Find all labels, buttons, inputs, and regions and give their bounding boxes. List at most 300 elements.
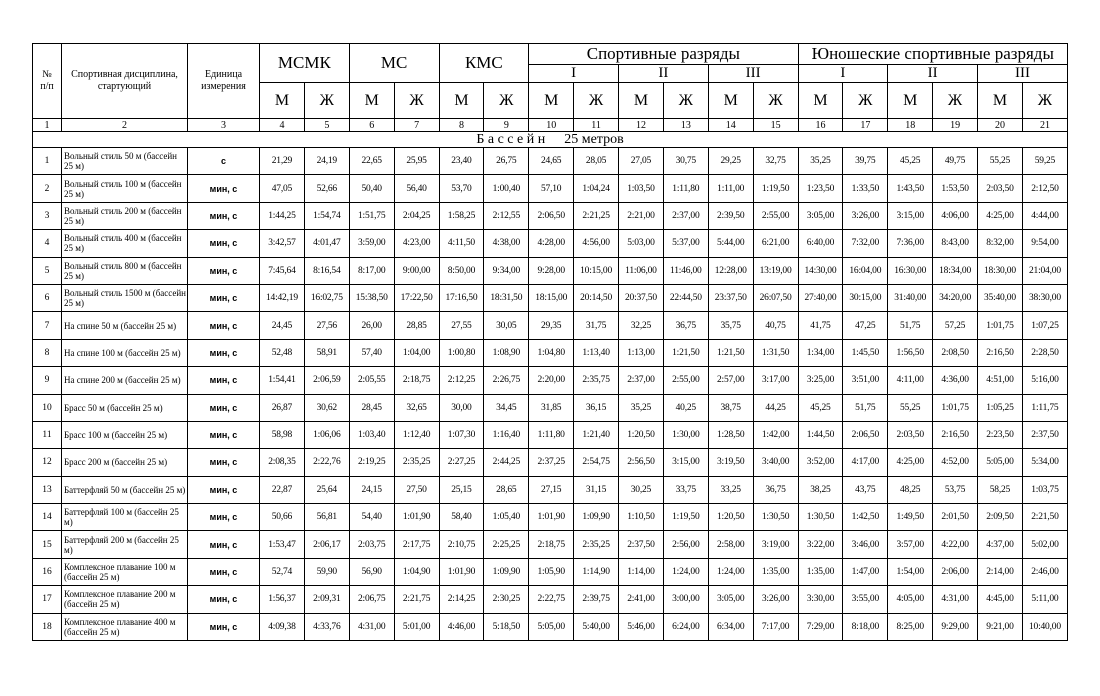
value-cell: 18:34,00	[933, 257, 978, 284]
value-cell: 1:53,50	[933, 175, 978, 202]
value-cell: 2:55,00	[663, 367, 708, 394]
discipline-cell: Вольный стиль 200 м (бассейн 25 м)	[62, 202, 188, 229]
column-number: 3	[188, 119, 260, 132]
value-cell: 17:16,50	[439, 284, 484, 311]
value-cell: 47,05	[260, 175, 305, 202]
value-cell: 4:09,38	[260, 613, 305, 640]
header-men: М	[439, 83, 484, 119]
value-cell: 5:05,00	[978, 449, 1023, 476]
value-cell: 58,98	[260, 421, 305, 448]
column-number: 11	[574, 119, 619, 132]
value-cell: 1:05,40	[484, 504, 529, 531]
value-cell: 30,62	[304, 394, 349, 421]
header-women: Ж	[394, 83, 439, 119]
column-number: 1	[33, 119, 62, 132]
value-cell: 2:46,00	[1022, 558, 1067, 585]
header-women: Ж	[843, 83, 888, 119]
value-cell: 50,40	[349, 175, 394, 202]
column-number: 2	[62, 119, 188, 132]
value-cell: 3:55,00	[843, 586, 888, 613]
discipline-cell: Вольный стиль 800 м (бассейн 25 м)	[62, 257, 188, 284]
row-number: 6	[33, 284, 62, 311]
column-number: 13	[663, 119, 708, 132]
value-cell: 1:20,50	[708, 504, 753, 531]
value-cell: 56,81	[304, 504, 349, 531]
value-cell: 23:37,50	[708, 284, 753, 311]
column-number: 14	[708, 119, 753, 132]
value-cell: 52,66	[304, 175, 349, 202]
value-cell: 3:19,00	[753, 531, 798, 558]
value-cell: 45,25	[798, 394, 843, 421]
value-cell: 4:23,00	[394, 230, 439, 257]
value-cell: 48,25	[888, 476, 933, 503]
value-cell: 16:04,00	[843, 257, 888, 284]
value-cell: 2:37,50	[1022, 421, 1067, 448]
value-cell: 1:10,50	[619, 504, 664, 531]
value-cell: 2:10,75	[439, 531, 484, 558]
unit-cell: мин, с	[188, 476, 260, 503]
column-number: 6	[349, 119, 394, 132]
value-cell: 27,55	[439, 312, 484, 339]
value-cell: 7:36,00	[888, 230, 933, 257]
column-number: 12	[619, 119, 664, 132]
value-cell: 1:13,40	[574, 339, 619, 366]
header-rank-2: II	[619, 65, 709, 83]
header-women: Ж	[574, 83, 619, 119]
value-cell: 1:19,50	[663, 504, 708, 531]
table-row	[33, 613, 1068, 640]
column-number: 4	[260, 119, 305, 132]
row-number: 14	[33, 504, 62, 531]
value-cell: 30:15,00	[843, 284, 888, 311]
unit-cell: мин, с	[188, 613, 260, 640]
value-cell: 2:39,75	[574, 586, 619, 613]
value-cell: 1:04,00	[394, 339, 439, 366]
value-cell: 2:03,50	[888, 421, 933, 448]
value-cell: 2:18,75	[394, 367, 439, 394]
unit-cell: мин, с	[188, 586, 260, 613]
value-cell: 1:01,90	[394, 504, 439, 531]
discipline-cell: На спине 100 м (бассейн 25 м)	[62, 339, 188, 366]
table-row	[33, 175, 1068, 202]
value-cell: 2:09,31	[304, 586, 349, 613]
value-cell: 2:54,75	[574, 449, 619, 476]
value-cell: 1:09,90	[484, 558, 529, 585]
header-num: № п/п	[33, 44, 62, 119]
value-cell: 2:30,25	[484, 586, 529, 613]
value-cell: 25,64	[304, 476, 349, 503]
value-cell: 3:42,57	[260, 230, 305, 257]
value-cell: 5:05,00	[529, 613, 574, 640]
value-cell: 3:40,00	[753, 449, 798, 476]
value-cell: 3:15,00	[888, 202, 933, 229]
value-cell: 1:11,75	[1022, 394, 1067, 421]
value-cell: 57,40	[349, 339, 394, 366]
row-number: 8	[33, 339, 62, 366]
value-cell: 18:15,00	[529, 284, 574, 311]
column-number: 8	[439, 119, 484, 132]
value-cell: 41,75	[798, 312, 843, 339]
row-number: 16	[33, 558, 62, 585]
column-number: 16	[798, 119, 843, 132]
value-cell: 35,25	[798, 148, 843, 175]
value-cell: 31:40,00	[888, 284, 933, 311]
value-cell: 3:26,00	[753, 586, 798, 613]
value-cell: 2:28,50	[1022, 339, 1067, 366]
value-cell: 7:29,00	[798, 613, 843, 640]
header-sport-ranks: Спортивные разряды	[529, 44, 798, 65]
value-cell: 4:56,00	[574, 230, 619, 257]
value-cell: 26,87	[260, 394, 305, 421]
value-cell: 54,40	[349, 504, 394, 531]
value-cell: 1:58,25	[439, 202, 484, 229]
discipline-cell: Комплексное плавание 200 м (бассейн 25 м)	[62, 586, 188, 613]
value-cell: 35,25	[619, 394, 664, 421]
value-cell: 7:17,00	[753, 613, 798, 640]
value-cell: 2:35,75	[574, 367, 619, 394]
value-cell: 2:58,00	[708, 531, 753, 558]
header-women: Ж	[933, 83, 978, 119]
value-cell: 22:44,50	[663, 284, 708, 311]
value-cell: 1:56,50	[888, 339, 933, 366]
value-cell: 8:16,54	[304, 257, 349, 284]
discipline-cell: Баттерфляй 50 м (бассейн 25 м)	[62, 476, 188, 503]
value-cell: 53,75	[933, 476, 978, 503]
value-cell: 10:15,00	[574, 257, 619, 284]
row-number: 18	[33, 613, 62, 640]
value-cell: 4:52,00	[933, 449, 978, 476]
column-number: 21	[1022, 119, 1067, 132]
value-cell: 3:26,00	[843, 202, 888, 229]
value-cell: 15:38,50	[349, 284, 394, 311]
value-cell: 27,05	[619, 148, 664, 175]
row-number: 1	[33, 148, 62, 175]
value-cell: 3:15,00	[663, 449, 708, 476]
value-cell: 2:14,25	[439, 586, 484, 613]
value-cell: 2:12,50	[1022, 175, 1067, 202]
value-cell: 1:23,50	[798, 175, 843, 202]
value-cell: 2:03,50	[978, 175, 1023, 202]
value-cell: 57,25	[933, 312, 978, 339]
table-row	[33, 476, 1068, 503]
column-number: 10	[529, 119, 574, 132]
value-cell: 30,00	[439, 394, 484, 421]
row-number: 2	[33, 175, 62, 202]
value-cell: 1:12,40	[394, 421, 439, 448]
unit-cell: с	[188, 148, 260, 175]
table-row	[33, 558, 1068, 585]
value-cell: 2:26,75	[484, 367, 529, 394]
value-cell: 22,65	[349, 148, 394, 175]
value-cell: 5:16,00	[1022, 367, 1067, 394]
discipline-cell: Комплексное плавание 100 м (бассейн 25 м)	[62, 558, 188, 585]
value-cell: 28,65	[484, 476, 529, 503]
value-cell: 1:05,90	[529, 558, 574, 585]
value-cell: 59,25	[1022, 148, 1067, 175]
value-cell: 4:31,00	[933, 586, 978, 613]
unit-cell: мин, с	[188, 394, 260, 421]
value-cell: 25,15	[439, 476, 484, 503]
value-cell: 1:47,00	[843, 558, 888, 585]
value-cell: 28,85	[394, 312, 439, 339]
value-cell: 2:18,75	[529, 531, 574, 558]
value-cell: 9:00,00	[394, 257, 439, 284]
header-rank-1: I	[529, 65, 619, 83]
value-cell: 24,45	[260, 312, 305, 339]
header-youth-rank-2: II	[888, 65, 978, 83]
value-cell: 1:49,50	[888, 504, 933, 531]
unit-cell: мин, с	[188, 558, 260, 585]
value-cell: 1:24,00	[663, 558, 708, 585]
discipline-cell: Баттерфляй 100 м (бассейн 25 м)	[62, 504, 188, 531]
value-cell: 56,40	[394, 175, 439, 202]
value-cell: 8:25,00	[888, 613, 933, 640]
value-cell: 40,75	[753, 312, 798, 339]
table-row	[33, 394, 1068, 421]
discipline-cell: Баттерфляй 200 м (бассейн 25 м)	[62, 531, 188, 558]
value-cell: 1:44,25	[260, 202, 305, 229]
value-cell: 26:07,50	[753, 284, 798, 311]
value-cell: 3:46,00	[843, 531, 888, 558]
value-cell: 2:19,25	[349, 449, 394, 476]
value-cell: 1:30,50	[798, 504, 843, 531]
value-cell: 2:37,25	[529, 449, 574, 476]
value-cell: 1:53,47	[260, 531, 305, 558]
value-cell: 2:16,50	[978, 339, 1023, 366]
header-women: Ж	[1022, 83, 1067, 119]
value-cell: 2:06,50	[843, 421, 888, 448]
value-cell: 3:52,00	[798, 449, 843, 476]
value-cell: 58,25	[978, 476, 1023, 503]
value-cell: 3:57,00	[888, 531, 933, 558]
value-cell: 1:01,75	[933, 394, 978, 421]
value-cell: 2:22,76	[304, 449, 349, 476]
table-row	[33, 230, 1068, 257]
value-cell: 20:14,50	[574, 284, 619, 311]
value-cell: 1:35,00	[798, 558, 843, 585]
value-cell: 59,90	[304, 558, 349, 585]
value-cell: 1:04,90	[394, 558, 439, 585]
value-cell: 8:18,00	[843, 613, 888, 640]
value-cell: 1:42,00	[753, 421, 798, 448]
value-cell: 43,75	[843, 476, 888, 503]
header-women: Ж	[663, 83, 708, 119]
row-number: 15	[33, 531, 62, 558]
discipline-cell: Брасс 100 м (бассейн 25 м)	[62, 421, 188, 448]
value-cell: 4:28,00	[529, 230, 574, 257]
value-cell: 32,65	[394, 394, 439, 421]
value-cell: 2:06,50	[529, 202, 574, 229]
discipline-cell: На спине 200 м (бассейн 25 м)	[62, 367, 188, 394]
value-cell: 2:56,00	[663, 531, 708, 558]
unit-cell: мин, с	[188, 504, 260, 531]
value-cell: 1:21,50	[708, 339, 753, 366]
header-women: Ж	[753, 83, 798, 119]
value-cell: 23,40	[439, 148, 484, 175]
value-cell: 1:19,50	[753, 175, 798, 202]
value-cell: 34:20,00	[933, 284, 978, 311]
value-cell: 4:44,00	[1022, 202, 1067, 229]
value-cell: 57,10	[529, 175, 574, 202]
value-cell: 1:03,50	[619, 175, 664, 202]
value-cell: 2:06,59	[304, 367, 349, 394]
value-cell: 31,75	[574, 312, 619, 339]
value-cell: 28,45	[349, 394, 394, 421]
value-cell: 4:51,00	[978, 367, 1023, 394]
value-cell: 55,25	[978, 148, 1023, 175]
value-cell: 3:00,00	[663, 586, 708, 613]
value-cell: 1:11,80	[529, 421, 574, 448]
unit-cell: мин, с	[188, 421, 260, 448]
value-cell: 2:57,00	[708, 367, 753, 394]
value-cell: 35,75	[708, 312, 753, 339]
table-row	[33, 202, 1068, 229]
value-cell: 1:28,50	[708, 421, 753, 448]
value-cell: 1:11,00	[708, 175, 753, 202]
value-cell: 33,75	[663, 476, 708, 503]
value-cell: 52,74	[260, 558, 305, 585]
unit-cell: мин, с	[188, 531, 260, 558]
value-cell: 2:01,50	[933, 504, 978, 531]
value-cell: 32,25	[619, 312, 664, 339]
value-cell: 1:34,00	[798, 339, 843, 366]
value-cell: 2:21,50	[1022, 504, 1067, 531]
value-cell: 35:40,00	[978, 284, 1023, 311]
header-youth-rank-3: III	[978, 65, 1068, 83]
row-number: 5	[33, 257, 62, 284]
value-cell: 21,29	[260, 148, 305, 175]
value-cell: 29,35	[529, 312, 574, 339]
discipline-cell: Вольный стиль 50 м (бассейн 25 м)	[62, 148, 188, 175]
value-cell: 4:45,00	[978, 586, 1023, 613]
value-cell: 1:11,80	[663, 175, 708, 202]
column-number: 7	[394, 119, 439, 132]
value-cell: 4:37,00	[978, 531, 1023, 558]
value-cell: 3:25,00	[798, 367, 843, 394]
value-cell: 7:45,64	[260, 257, 305, 284]
value-cell: 2:04,25	[394, 202, 439, 229]
column-number: 19	[933, 119, 978, 132]
value-cell: 1:00,40	[484, 175, 529, 202]
value-cell: 2:06,00	[933, 558, 978, 585]
header-men: М	[260, 83, 305, 119]
discipline-cell: Брасс 200 м (бассейн 25 м)	[62, 449, 188, 476]
value-cell: 9:54,00	[1022, 230, 1067, 257]
value-cell: 1:54,00	[888, 558, 933, 585]
value-cell: 44,25	[753, 394, 798, 421]
value-cell: 2:08,35	[260, 449, 305, 476]
header-rank-3: III	[708, 65, 798, 83]
value-cell: 51,75	[843, 394, 888, 421]
value-cell: 20:37,50	[619, 284, 664, 311]
row-number: 12	[33, 449, 62, 476]
table-row	[33, 339, 1068, 366]
value-cell: 39,75	[843, 148, 888, 175]
value-cell: 4:38,00	[484, 230, 529, 257]
value-cell: 1:30,00	[663, 421, 708, 448]
value-cell: 1:42,50	[843, 504, 888, 531]
value-cell: 47,25	[843, 312, 888, 339]
value-cell: 2:05,55	[349, 367, 394, 394]
value-cell: 8:32,00	[978, 230, 1023, 257]
value-cell: 1:43,50	[888, 175, 933, 202]
value-cell: 36,75	[753, 476, 798, 503]
unit-cell: мин, с	[188, 449, 260, 476]
value-cell: 4:25,00	[978, 202, 1023, 229]
value-cell: 10:40,00	[1022, 613, 1067, 640]
value-cell: 1:13,00	[619, 339, 664, 366]
column-number: 15	[753, 119, 798, 132]
value-cell: 2:35,25	[574, 531, 619, 558]
value-cell: 3:59,00	[349, 230, 394, 257]
value-cell: 51,75	[888, 312, 933, 339]
header-kms: КМС	[439, 44, 529, 83]
value-cell: 1:03,75	[1022, 476, 1067, 503]
table-row	[33, 148, 1068, 175]
discipline-cell: На спине 50 м (бассейн 25 м)	[62, 312, 188, 339]
value-cell: 2:08,50	[933, 339, 978, 366]
header-men: М	[798, 83, 843, 119]
value-cell: 38,75	[708, 394, 753, 421]
value-cell: 8:17,00	[349, 257, 394, 284]
value-cell: 3:05,00	[798, 202, 843, 229]
value-cell: 16:02,75	[304, 284, 349, 311]
value-cell: 1:51,75	[349, 202, 394, 229]
value-cell: 3:22,00	[798, 531, 843, 558]
value-cell: 2:25,25	[484, 531, 529, 558]
unit-cell: мин, с	[188, 257, 260, 284]
value-cell: 6:21,00	[753, 230, 798, 257]
value-cell: 28,05	[574, 148, 619, 175]
value-cell: 2:16,50	[933, 421, 978, 448]
value-cell: 4:46,00	[439, 613, 484, 640]
value-cell: 2:17,75	[394, 531, 439, 558]
value-cell: 4:05,00	[888, 586, 933, 613]
value-cell: 58,40	[439, 504, 484, 531]
value-cell: 22,87	[260, 476, 305, 503]
value-cell: 52,48	[260, 339, 305, 366]
row-number: 11	[33, 421, 62, 448]
value-cell: 2:37,00	[663, 202, 708, 229]
discipline-cell: Вольный стиль 100 м (бассейн 25 м)	[62, 175, 188, 202]
value-cell: 8:43,00	[933, 230, 978, 257]
value-cell: 1:16,40	[484, 421, 529, 448]
value-cell: 5:44,00	[708, 230, 753, 257]
value-cell: 4:11,50	[439, 230, 484, 257]
discipline-cell: Брасс 50 м (бассейн 25 м)	[62, 394, 188, 421]
value-cell: 55,25	[888, 394, 933, 421]
value-cell: 2:39,50	[708, 202, 753, 229]
value-cell: 5:34,00	[1022, 449, 1067, 476]
value-cell: 24,19	[304, 148, 349, 175]
value-cell: 2:21,25	[574, 202, 619, 229]
value-cell: 25,95	[394, 148, 439, 175]
value-cell: 1:09,90	[574, 504, 619, 531]
value-cell: 2:03,75	[349, 531, 394, 558]
value-cell: 1:01,90	[439, 558, 484, 585]
value-cell: 1:04,80	[529, 339, 574, 366]
table-row	[33, 367, 1068, 394]
header-unit: Единица измерения	[188, 44, 260, 119]
value-cell: 26,75	[484, 148, 529, 175]
value-cell: 5:03,00	[619, 230, 664, 257]
value-cell: 34,45	[484, 394, 529, 421]
value-cell: 1:14,00	[619, 558, 664, 585]
value-cell: 30,25	[619, 476, 664, 503]
unit-cell: мин, с	[188, 175, 260, 202]
value-cell: 11:46,00	[663, 257, 708, 284]
value-cell: 36,75	[663, 312, 708, 339]
